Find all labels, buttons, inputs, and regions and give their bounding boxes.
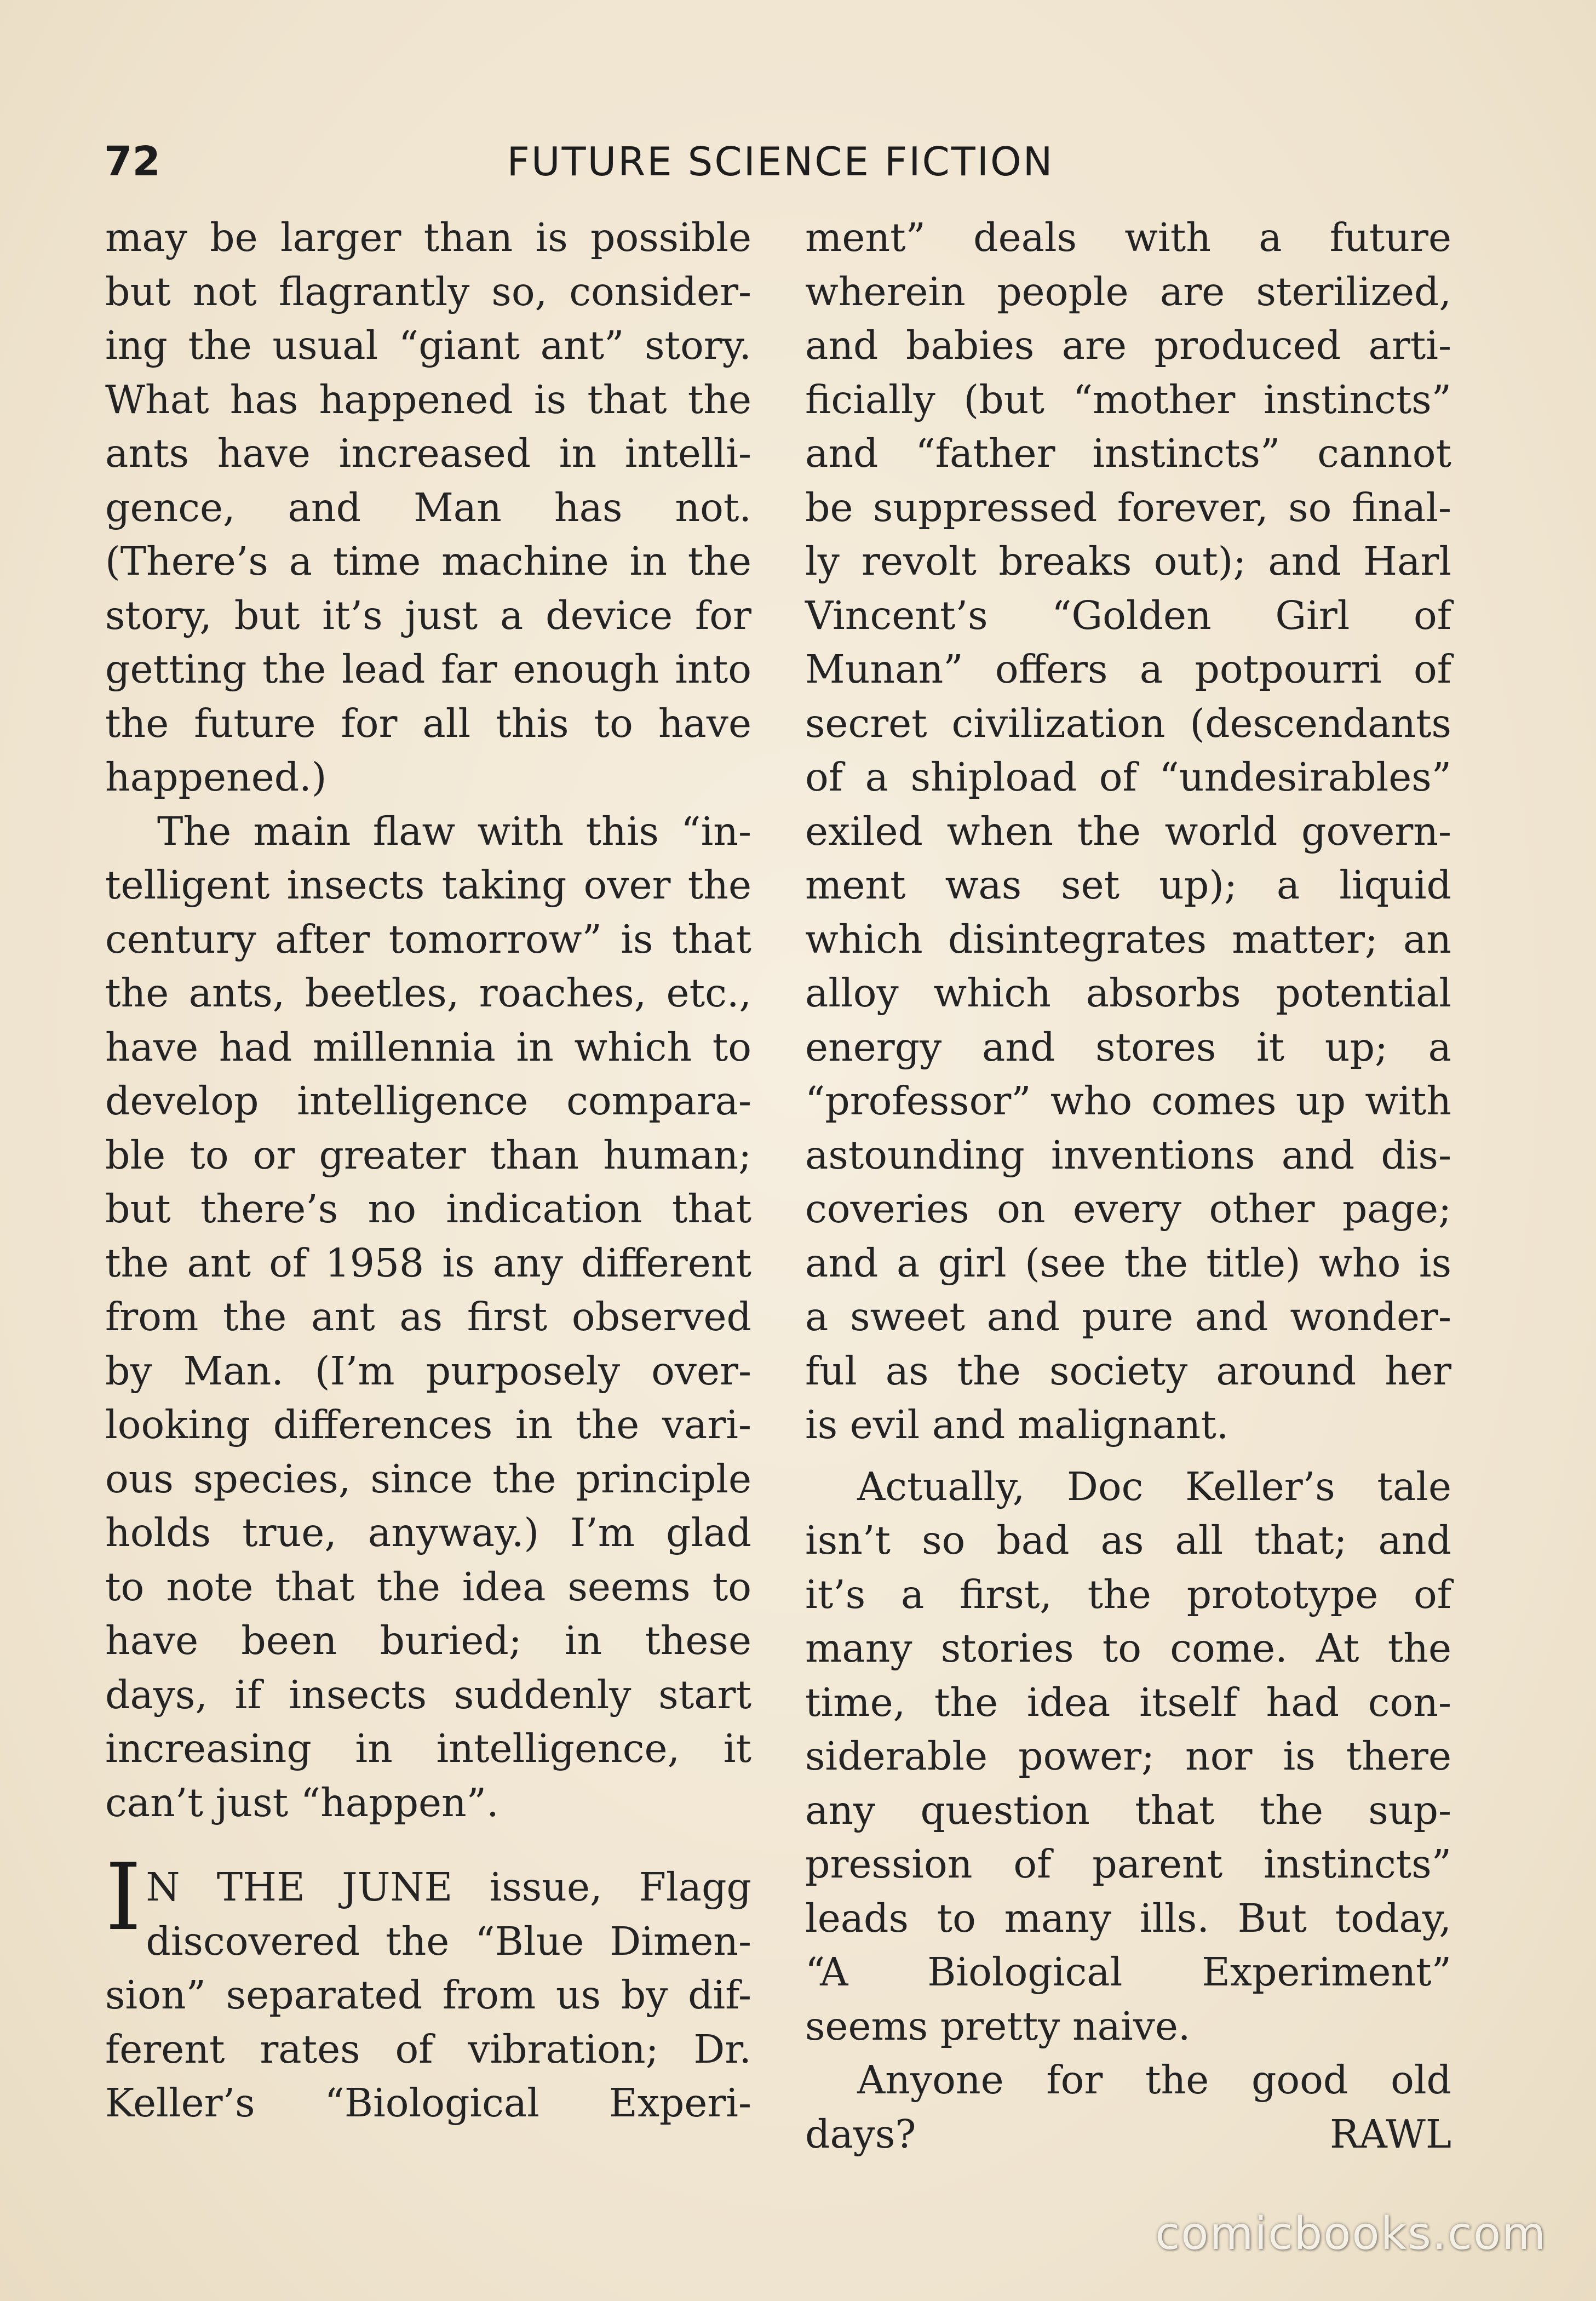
- text-line: astounding inventions and dis-: [805, 1132, 1451, 1178]
- text-line: coveries on every other page;: [805, 1186, 1451, 1232]
- text-line: can’t just “happen”.: [105, 1779, 499, 1825]
- text-line: ment” deals with a future: [805, 215, 1451, 260]
- paragraph-gap: [805, 1452, 1451, 1460]
- text-line: leads to many ills. But today,: [805, 1895, 1451, 1941]
- text-line: be suppressed forever, so final-: [805, 484, 1451, 530]
- text-line: Keller’s “Biological Experi-: [105, 2080, 751, 2126]
- text-line: alloy which absorbs potential: [805, 970, 1451, 1016]
- text-line: N THE JUNE issue, Flagg: [146, 1864, 751, 1910]
- text-line: is evil and malignant.: [805, 1402, 1229, 1447]
- text-line: getting the lead far enough into: [105, 646, 751, 692]
- text-line: days, if insects suddenly start: [105, 1672, 751, 1718]
- text-line: the ants, beetles, roaches, etc.,: [105, 970, 751, 1016]
- text-line: Anyone for the good old: [857, 2057, 1451, 2103]
- text-line: sion” separated from us by dif-: [105, 1972, 751, 2018]
- text-line: ly revolt breaks out); and Harl: [805, 539, 1451, 584]
- signoff-line: [805, 2108, 1451, 2162]
- text-line: telligent insects taking over the: [105, 862, 751, 908]
- text-line: isn’t so bad as all that; and: [805, 1518, 1451, 1563]
- right-column: [805, 211, 1451, 2161]
- text-line: The main flaw with this “in-: [157, 808, 751, 854]
- right-paragraph-3: [805, 2053, 1451, 2161]
- text-line: happened.): [105, 754, 327, 800]
- drop-cap-initial: I: [105, 1844, 142, 1951]
- text-line: siderable power; nor is there: [805, 1733, 1451, 1779]
- left-paragraph-2: [105, 805, 751, 1830]
- text-line: ferent rates of vibration; Dr.: [105, 2026, 751, 2072]
- left-paragraph-1: [105, 211, 751, 805]
- page-number: 72: [104, 138, 160, 185]
- paragraph-gap: [105, 1830, 751, 1861]
- text-line: ment was set up); a liquid: [805, 862, 1451, 908]
- text-line: may be larger than is possible: [105, 215, 751, 260]
- text-line: have been buried; in these: [105, 1618, 751, 1663]
- text-line: gence, and Man has not.: [105, 484, 751, 530]
- right-paragraph-2: [805, 1460, 1451, 2054]
- text-line: and “father instincts” cannot: [805, 431, 1451, 476]
- text-line: increasing in intelligence, it: [105, 1726, 751, 1771]
- text-line: of a shipload of “undesirables”: [805, 754, 1451, 800]
- text-line: ing the usual “giant ant” story.: [105, 323, 751, 368]
- text-line: the ant of 1958 is any different: [105, 1240, 751, 1286]
- text-line: but not flagrantly so, consider-: [105, 268, 751, 314]
- text-line: secret civilization (descendants: [805, 700, 1451, 746]
- text-line: it’s a first, the prototype of: [805, 1571, 1451, 1617]
- text-line: discovered the “Blue Dimen-: [146, 1918, 751, 1964]
- text-line: to note that the idea seems to: [105, 1564, 751, 1610]
- text-line: “professor” who comes up with: [805, 1078, 1451, 1124]
- text-line: exiled when the world govern-: [805, 808, 1451, 854]
- text-line: any question that the sup-: [805, 1787, 1451, 1833]
- text-line: ous species, since the principle: [105, 1456, 751, 1502]
- text-line: time, the idea itself had con-: [805, 1679, 1451, 1725]
- left-column: [105, 211, 751, 2131]
- text-line: and a girl (see the title) who is: [805, 1240, 1451, 1286]
- page-header: [104, 134, 1457, 194]
- text-line: a sweet and pure and wonder-: [805, 1294, 1451, 1340]
- text-line: which disintegrates matter; an: [805, 916, 1451, 962]
- text-line: Munan” offers a potpourri of: [805, 646, 1451, 692]
- text-line: but there’s no indication that: [105, 1186, 751, 1232]
- text-line: What has happened is that the: [105, 376, 751, 422]
- text-line: seems pretty naive.: [805, 2003, 1191, 2049]
- text-line: (There’s a time machine in the: [105, 539, 751, 584]
- text-line: ful as the society around her: [805, 1348, 1451, 1394]
- text-line: many stories to come. At the: [805, 1625, 1451, 1671]
- running-head: FUTURE SCIENCE FICTION: [507, 139, 1054, 185]
- right-paragraph-1: [805, 211, 1451, 1452]
- text-line: and babies are produced arti-: [805, 323, 1451, 368]
- text-line: Vincent’s “Golden Girl of: [805, 592, 1451, 638]
- text-line: from the ant as first observed: [105, 1294, 751, 1340]
- text-line: century after tomorrow” is that: [105, 916, 751, 962]
- text-line: Actually, Doc Keller’s tale: [857, 1463, 1451, 1509]
- site-watermark: comicbooks.com: [1155, 2208, 1547, 2260]
- text-line: wherein people are sterilized,: [805, 268, 1451, 314]
- text-line: story, but it’s just a device for: [105, 592, 751, 638]
- text-line: by Man. (I’m purposely over-: [105, 1348, 751, 1394]
- author-signature: RAWL: [1330, 2111, 1451, 2157]
- text-line: ble to or greater than human;: [105, 1132, 751, 1178]
- text-line: days?: [805, 2111, 916, 2157]
- text-line: have had millennia in which to: [105, 1024, 751, 1070]
- text-line: develop intelligence compara-: [105, 1078, 751, 1124]
- text-line: ficially (but “mother instincts”: [805, 376, 1451, 422]
- text-line: looking differences in the vari-: [105, 1402, 751, 1447]
- text-line: “A Biological Experiment”: [805, 1949, 1451, 1995]
- text-line: the future for all this to have: [105, 700, 751, 746]
- text-line: pression of parent instincts”: [805, 1841, 1451, 1887]
- text-line: energy and stores it up; a: [805, 1024, 1451, 1070]
- text-line: holds true, anyway.) I’m glad: [105, 1510, 751, 1555]
- text-line: ants have increased in intelli-: [105, 431, 751, 476]
- left-paragraph-3: [105, 1844, 751, 2131]
